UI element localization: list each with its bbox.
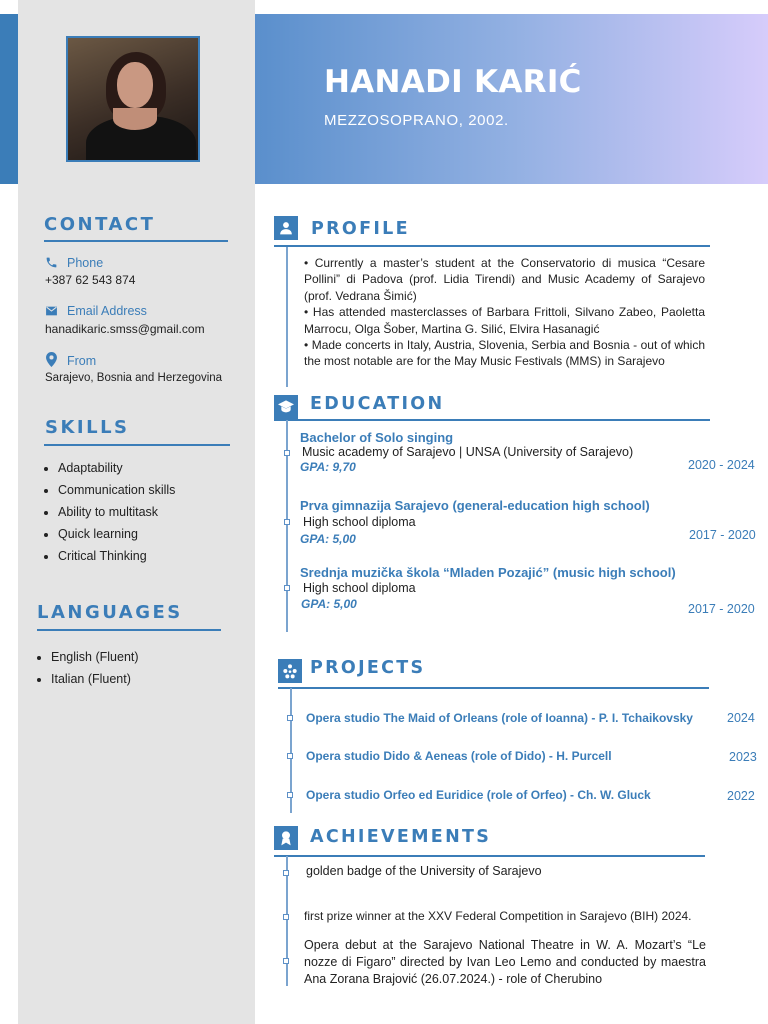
achievement-item: golden badge of the University of Sarajevo [306,864,542,878]
map-pin-icon [46,352,57,370]
edu-years: 2017 - 2020 [688,602,755,616]
timeline-dot [284,585,290,591]
languages-divider [37,629,221,631]
edu-institution: Music academy of Sarajevo | UNSA (University of Sarajevo) [302,445,634,459]
person-subtitle: MEZZOSOPRANO, 2002. [324,112,509,129]
contact-heading: CONTACT [44,214,156,235]
project-year: 2024 [727,711,755,725]
phone-value[interactable]: +387 62 543 874 [45,273,136,287]
achievement-item: Opera debut at the Sarajevo National Theatre in W. A. Mozart’s “Le nozze di Figaro” directed by Ivan Leo Lemo and conducted by maestra Ana Zorana Brajović (26.07.2024.) - role of Cherubino [304,938,706,987]
list-item: • Italian (Fluent) [51,672,139,687]
person-name: HANADI KARIĆ [324,64,582,100]
project-title: Opera studio Dido & Aeneas (role of Dido) - H. Purcell [306,749,612,763]
skills-list [44,461,175,571]
graduation-cap-icon [274,395,298,419]
timeline-dot [284,519,290,525]
edu-title: Prva gimnazija Sarajevo (general-education high school) [300,498,650,513]
envelope-icon [45,305,58,320]
edu-institution: High school diploma [303,581,416,595]
timeline-dot [287,792,293,798]
achievements-heading: ACHIEVEMENTS [310,827,492,847]
timeline-dot [287,715,293,721]
award-icon [274,826,298,850]
profile-divider [274,245,710,247]
project-title: Opera studio Orfeo ed Euridice (role of Orfeo) - Ch. W. Gluck [306,788,651,802]
projects-divider [278,687,709,689]
from-value: Sarajevo, Bosnia and Herzegovina [45,372,223,384]
timeline-dot [287,753,293,759]
project-year: 2023 [729,750,757,764]
project-year: 2022 [727,789,755,803]
list-item: • Adaptability [58,461,175,476]
languages-heading: LANGUAGES [37,602,183,623]
skills-heading: SKILLS [45,417,130,438]
user-icon [274,216,298,240]
network-icon [278,659,302,683]
phone-icon [45,256,58,272]
timeline-dot [283,914,289,920]
achievements-divider [274,855,705,857]
profile-timeline [286,247,288,387]
list-item: • Ability to multitask [58,505,175,520]
timeline-dot [284,450,290,456]
edu-years: 2017 - 2020 [689,528,756,542]
edu-gpa: GPA: 5,00 [301,597,357,611]
projects-heading: PROJECTS [310,658,426,678]
timeline-dot [283,870,289,876]
profile-heading: PROFILE [311,219,410,239]
languages-list [37,650,139,694]
profile-photo [66,36,200,162]
edu-gpa: GPA: 5,00 [300,532,356,546]
edu-title: Bachelor of Solo singing [300,430,454,445]
from-label: From [67,354,97,368]
edu-institution: High school diploma [303,515,416,529]
list-item: • Critical Thinking [58,549,175,564]
edu-gpa: GPA: 9,70 [300,460,356,474]
education-heading: EDUCATION [310,394,445,414]
education-divider [274,419,710,421]
skills-divider [44,444,230,446]
accent-bar [0,14,18,184]
profile-text: • Currently a master’s student at the Conservatorio di musica “Cesare Pollini” di Padova (prof. Lidia Tirendi) and Music Academy of Sarajevo (prof. Vedrana Šimić) • Has attended masterclasses of Barbara Frittoli, Silvano Zabeo, Paoletta Marrocu, Olga Šober, Martina G. Silić, Elvira Hasanagić • Made concerts in Italy, Austria, Slovenia, Serbia and Bosnia - out of which the most notable are for the May Music Festivals (MMS) in Sarajevo [304,256,705,369]
list-item: • English (Fluent) [51,650,139,665]
phone-label: Phone [67,256,104,270]
email-value[interactable]: hanadikaric.smss@gmail.com [45,322,205,336]
email-label: Email Address [67,304,147,318]
project-title: Opera studio The Maid of Orleans (role of Ioanna) - P. I. Tchaikovsky [306,711,693,725]
edu-years: 2020 - 2024 [688,458,755,472]
list-item: • Communication skills [58,483,175,498]
edu-title: Srednja muzička škola “Mladen Pozajić” (music high school) [300,565,676,580]
list-item: • Quick learning [58,527,175,542]
contact-divider [44,240,228,242]
timeline-dot [283,958,289,964]
achievement-item: first prize winner at the XXV Federal Competition in Sarajevo (BIH) 2024. [304,909,692,923]
